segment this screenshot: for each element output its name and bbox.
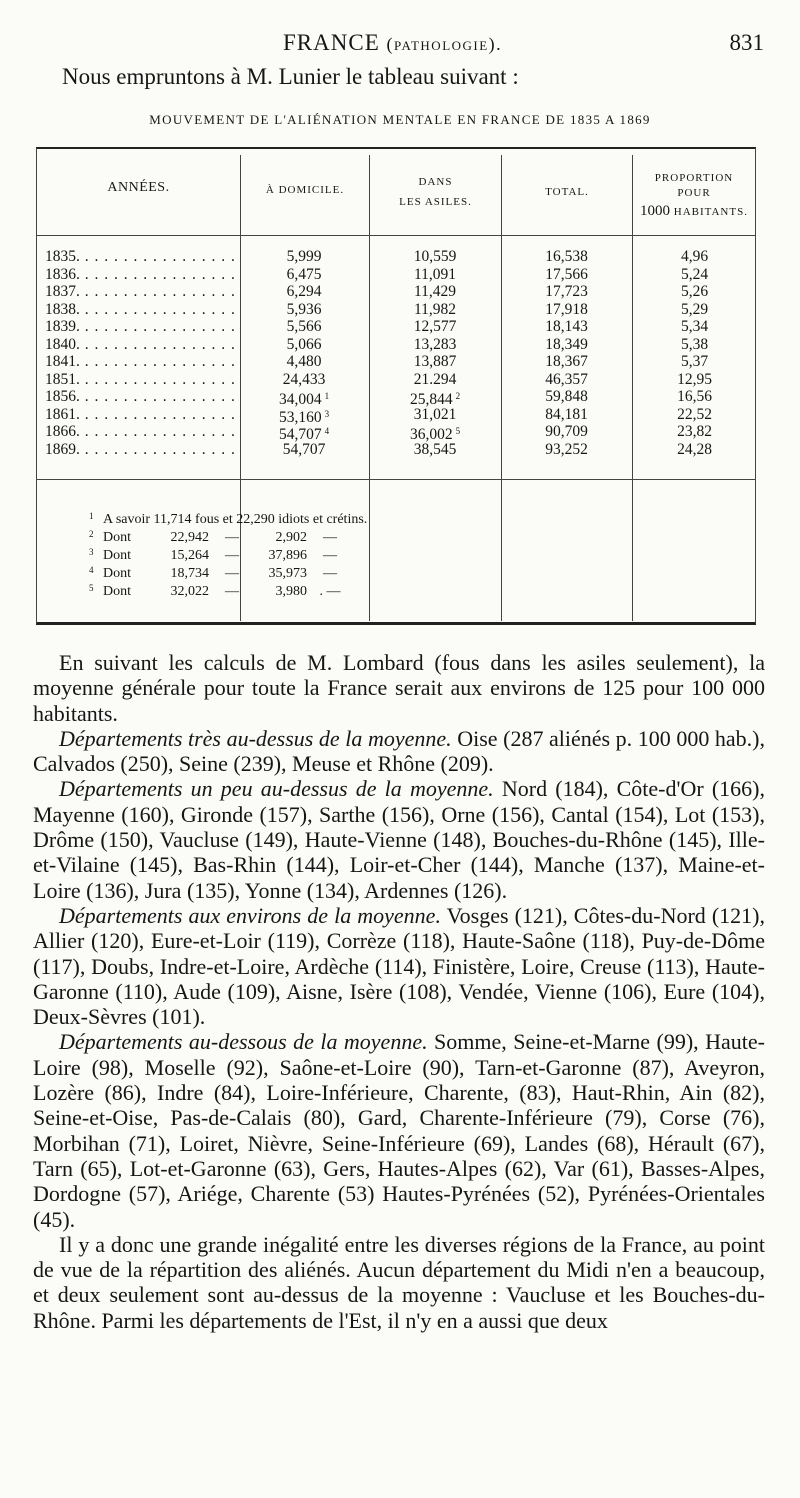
asiles-value: 11,982	[413, 300, 457, 318]
asiles-value: 21.294	[413, 370, 457, 388]
table-row	[37, 283, 755, 301]
proportion-cell: 5,38	[680, 335, 709, 353]
total-cell: 17,918	[545, 300, 588, 318]
year-cell: 1839. . . .	[45, 318, 240, 336]
paragraph-text: Oise (287 aliénés p. 100 000 hab.), Calvados (250), Seine (239), Meuse et Rhône (209).	[33, 725, 765, 777]
total-cell: 93,252	[545, 440, 588, 458]
domicile-value: 5,936	[286, 300, 322, 318]
running-head-subtitle: (pathologie).	[386, 34, 503, 54]
footnote-line	[89, 525, 367, 543]
domicile-value: 4,480	[286, 353, 322, 370]
footnote-mark: 4	[89, 565, 94, 575]
domicile-cell	[242, 441, 366, 459]
total-cell: 18,349	[545, 335, 588, 353]
header-proportion-bottom	[633, 201, 755, 221]
total-cell: 18,143	[545, 318, 588, 335]
total-cell: 59,848	[545, 388, 588, 405]
body-paragraph	[33, 650, 765, 726]
table-footnotes	[89, 507, 367, 597]
proportion-cell: 23,82	[677, 423, 712, 440]
footnote-value-b: 2,902	[275, 530, 307, 545]
paragraph-text: Nord (184), Côte-d'Or (166), Mayenne (160), Gironde (157), Sarthe (156), Orne (156), Cantal (154), Lot (153), Drôme (150), Vaucluse (149), Haute-Vienne (148), Bouches-du-Rhône (145), Ille-et-Vilaine (145), Bas-Rhin (144), Loir-et-Cher (144), Manche (137), Maine-et-Loire (136), Jura (135), Yonne (134), Ardennes (126).	[33, 776, 766, 903]
asiles-cell	[371, 301, 499, 319]
footnote-mark: 1	[89, 511, 94, 521]
proportion-cell: 5,26	[680, 283, 709, 300]
paragraph-text: Il y a donc une grande inégalité entre les diverses régions de la France, au point de vue de la répartition des aliénés. Aucun département du Midi n'en a beaucoup, et deux seulement sont au-dessus de la moyenne : Vaucluse et les Bouches-du-Rhône. Parmi les départements de l'Est, il n'y en a aussi que deux	[33, 1231, 765, 1333]
asiles-value: 36,002	[409, 426, 453, 443]
proportion-cell: 12,95	[677, 370, 712, 388]
footnote-marker: 2	[455, 391, 461, 401]
year-cell: 1836. . . .	[45, 266, 240, 284]
asiles-value: 38,545	[413, 440, 457, 458]
table-row	[37, 266, 755, 284]
year-cell: 1866. . . .	[45, 423, 240, 441]
asiles-value: 13,283	[413, 335, 457, 353]
domicile-value: 6,475	[286, 265, 322, 283]
footnote-marker: 3	[324, 408, 330, 419]
header-domicile: À DOMICILE.	[265, 184, 345, 196]
header-proportion-mid: POUR	[677, 186, 711, 199]
table-row	[37, 318, 755, 336]
domicile-value: 6,294	[286, 283, 322, 300]
body-text	[33, 650, 765, 1333]
asiles-cell	[371, 248, 499, 266]
asiles-cell	[371, 336, 499, 354]
domicile-cell	[242, 301, 366, 319]
table-row	[37, 406, 755, 424]
domicile-value: 53,160	[278, 408, 322, 426]
footnote-value-a: 22,942	[170, 530, 209, 545]
asiles-cell	[371, 441, 499, 459]
footnote-dash: . —	[319, 584, 341, 599]
body-paragraph	[33, 1232, 765, 1333]
footnote-dash: —	[225, 530, 239, 545]
footnote-dash: —	[323, 548, 337, 563]
footnote-mark: 3	[89, 547, 94, 557]
section-lead: Départements aux environs de la moyenne.	[59, 902, 441, 928]
domicile-value: 5,566	[286, 318, 322, 335]
year-cell: 1869. . . .	[45, 441, 240, 459]
proportion-cell: 4,96	[680, 248, 709, 265]
footnote-label: Dont	[103, 566, 131, 581]
domicile-value: 54,707	[278, 426, 322, 443]
proportion-cell: 16,56	[677, 388, 712, 405]
header-total: TOTAL.	[545, 186, 589, 198]
table-row	[37, 441, 755, 459]
header-years: ANNÉES.	[107, 180, 170, 195]
table-body	[37, 248, 755, 458]
total-cell: 18,367	[545, 353, 588, 370]
section-lead: Départements au-dessous de la moyenne.	[59, 1029, 428, 1055]
footnote-marker: 1	[324, 391, 330, 401]
running-head-title	[283, 30, 502, 56]
footnote-value-b: 3,980	[275, 584, 307, 599]
year-cell: 1840. . . .	[45, 336, 240, 354]
year-cell: 1861. . . .	[45, 406, 240, 424]
total-cell: 17,566	[545, 265, 588, 283]
footnote-label: Dont	[103, 584, 131, 599]
table-row	[37, 388, 755, 406]
proportion-cell: 24,28	[677, 440, 712, 458]
asiles-value: 10,559	[413, 248, 457, 265]
header-proportion-unit: HABITANTS.	[673, 205, 748, 218]
running-head-main: FRANCE	[283, 30, 380, 55]
table-row	[37, 353, 755, 371]
asiles-value: 12,577	[413, 318, 457, 335]
footnote-label: Dont	[103, 530, 131, 545]
asiles-value: 11,091	[413, 265, 457, 283]
header-proportion-top: PROPORTION	[654, 172, 734, 184]
footnote-line	[89, 561, 367, 579]
header-rule	[37, 235, 755, 236]
year-cell: 1837. . . .	[45, 283, 240, 301]
footnote-mark: 2	[89, 529, 94, 539]
footnote-marker: 4	[324, 426, 330, 436]
domicile-cell	[242, 248, 366, 266]
year-cell: 1841. . . .	[45, 353, 240, 371]
domicile-cell	[242, 318, 366, 336]
body-paragraph	[33, 1029, 765, 1231]
running-head	[0, 30, 800, 60]
footnote-line	[89, 579, 367, 597]
asiles-cell	[371, 371, 499, 389]
footnote-dash: —	[323, 566, 337, 581]
year-cell: 1835. . . .	[45, 248, 240, 266]
total-cell: 84,181	[545, 405, 588, 423]
table-row	[37, 336, 755, 354]
domicile-value: 5,066	[286, 335, 322, 353]
total-cell: 17,723	[545, 283, 588, 300]
domicile-cell	[242, 353, 366, 371]
section-lead: Départements très au-dessus de la moyenne.	[59, 725, 452, 751]
domicile-value: 54,707	[282, 440, 326, 458]
header-asiles	[370, 175, 501, 210]
section-lead: Départements un peu au-dessus de la moyenne.	[59, 776, 494, 802]
table-row	[37, 248, 755, 266]
footnote-value-a: 32,022	[170, 584, 209, 599]
header-proportion-number: 1000	[640, 202, 671, 219]
paragraph-text: Somme, Seine-et-Marne (99), Haute-Loire (98), Moselle (92), Saône-et-Loire (90), Tarn-et-Garonne (87), Aveyron, Lozère (86), Indre (84), Loire-Inférieure, Charente, (83), Haut-Rhin, Ain (82), Seine-et-Oise, Pas-de-Calais (80), Gard, Charente-Inférieure (79), Corse (76), Morbihan (71), Loiret, Nièvre, Seine-Inférieure (69), Landes (68), Hérault (67), Tarn (65), Lot-et-Garonne (63), Gers, Hautes-Alpes (62), Var (61), Basses-Alpes, Dordogne (57), Ariége, Charente (53) Hautes-Pyrénées (52), Pyrénées-Orientales (45).	[33, 1029, 765, 1232]
total-cell: 16,538	[545, 248, 588, 265]
table-caption: MOUVEMENT DE L'ALIÉNATION MENTALE EN FRANCE DE 1835 A 1869	[149, 112, 651, 127]
year-cell: 1838. . . .	[45, 301, 240, 319]
domicile-cell	[242, 283, 366, 301]
body-paragraph	[33, 903, 765, 1029]
statistics-table	[36, 147, 756, 625]
page-number: 831	[729, 30, 764, 55]
footnote-dash: —	[225, 548, 239, 563]
proportion-cell: 5,37	[680, 353, 709, 370]
asiles-cell	[371, 266, 499, 284]
body-paragraph	[33, 726, 765, 777]
footnote-value-a: 18,734	[170, 566, 209, 581]
asiles-cell	[371, 353, 499, 371]
year-cell: 1856. . . .	[45, 388, 240, 406]
footnote-mark: 5	[89, 583, 94, 593]
domicile-cell	[242, 266, 366, 284]
paragraph-text: Vosges (121), Côtes-du-Nord (121), Allier (120), Eure-et-Loir (119), Corrèze (118), Haute-Saône (118), Puy-de-Dôme (117), Doubs, Indre-et-Loire, Ardèche (114), Finistère, Loire, Creuse (113), Haute-Garonne (110), Aude (109), Aisne, Isère (108), Vendée, Vienne (106), Eure (104), Deux-Sèvres (101).	[33, 902, 765, 1030]
table-row	[37, 423, 755, 441]
footnote-text: A savoir 11,714 fous et 22,290 idiots et crétins.	[103, 512, 368, 527]
domicile-value: 5,999	[286, 248, 322, 265]
asiles-cell	[371, 406, 499, 424]
domicile-value: 24,433	[282, 370, 326, 388]
footnote-dash: —	[225, 584, 239, 599]
asiles-value: 13,887	[413, 353, 457, 370]
footnote-line	[89, 543, 367, 561]
asiles-value: 11,429	[413, 283, 457, 300]
header-proportion	[633, 171, 755, 221]
footnote-marker: 5	[455, 426, 461, 436]
proportion-cell: 5,24	[680, 265, 709, 283]
total-cell: 90,709	[545, 423, 588, 440]
intro-line: Nous empruntons à M. Lunier le tableau suivant :	[62, 64, 519, 89]
domicile-cell	[242, 336, 366, 354]
header-asiles-top: DANS	[418, 176, 453, 188]
proportion-cell: 5,34	[680, 318, 709, 335]
footnote-label: Dont	[103, 548, 131, 563]
asiles-cell	[371, 283, 499, 301]
footnote-line	[89, 507, 367, 525]
footnote-value-b: 37,896	[268, 548, 307, 563]
footnote-rule	[37, 479, 755, 480]
domicile-cell	[242, 371, 366, 389]
proportion-cell: 22,52	[677, 405, 712, 423]
total-cell: 46,357	[545, 370, 588, 388]
asiles-value: 25,844	[409, 391, 453, 408]
domicile-value: 34,004	[278, 391, 322, 408]
table-row	[37, 371, 755, 389]
footnote-dash: —	[225, 566, 239, 581]
body-paragraph	[33, 776, 765, 902]
asiles-value: 31,021	[413, 405, 457, 423]
proportion-cell: 5,29	[680, 300, 709, 318]
footnote-value-a: 15,264	[170, 548, 209, 563]
header-asiles-bottom: LES ASILES.	[399, 195, 472, 208]
table-row	[37, 301, 755, 319]
paragraph-text: En suivant les calculs de M. Lombard (fous dans les asiles seulement), la moyenne générale pour toute la France serait aux environs de 125 pour 100 000 habitants.	[33, 650, 765, 726]
footnote-dash: —	[323, 530, 337, 545]
footnote-value-b: 35,973	[268, 566, 307, 581]
year-cell: 1851. . . .	[45, 371, 240, 389]
asiles-cell	[371, 318, 499, 336]
